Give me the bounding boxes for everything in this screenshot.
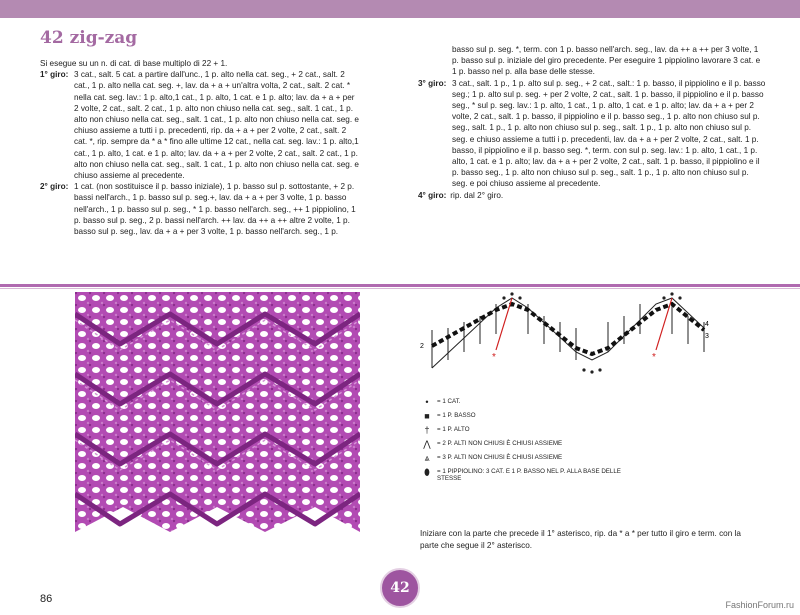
instructions-column-left	[40, 58, 360, 237]
swatch-photo	[75, 292, 360, 557]
diagram-row-label-2: 2	[420, 343, 424, 350]
diagram-row-label-4: 4	[705, 321, 709, 328]
round-1	[40, 69, 360, 181]
double-crochet-icon: †	[424, 425, 430, 435]
legend-item	[420, 454, 640, 462]
picot-icon: ⬮	[424, 467, 430, 477]
round-text: 1 cat. (non sostituisce il p. basso iniziale), 1 p. basso sul p. sottostante, + 2 p. bassi nell'arch., 1 p. basso sul p. seg.+, lav. da + a + per 3 volte, 1 p. basso nell'arch., 1 p. basso sul p. seg., * 1 p. basso nell'arch. seg., ++ 1 pippiolino, 1 p. basso sul p. seg., 2 p. bassi nell'arch. ++ lav. da ++ a ++ altre 2 volte, 1 p. basso sul p. seg., lav. da + a + per 3 volte, 1 p. basso nell'arch. seg., 1 p.	[74, 182, 356, 237]
legend-text: = 2 P. ALTI NON CHIUSI È CHIUSI ASSIEME	[437, 440, 563, 447]
site-watermark: FashionForum.ru	[725, 600, 794, 610]
round-text: rip. dal 2° giro.	[450, 190, 504, 200]
single-crochet-icon: ■	[424, 411, 430, 421]
round-text: 3 cat., salt. 1 p., 1 p. alto sul p. seg., + 2 cat., salt.: 1 p. basso, il pippiolino e il p. basso seg.; 1 p. alto sul p. seg. + per 2 volte, 2 cat., salt. 1 p. basso, il pippiolino e il p. basso seg., * sul p. seg. lav.: 1 p. alto, 1 cat., 1 p. alto, 1 cat. e 1 p. alto; lav. da + a + per 2 volte, 2 cat., salt. 1 p. basso, il pippiolino e il p. basso seg., 1 p. alto non chiuso sul p. seg., salt. 1 p., 1 p. alto non chiuso sul p. seg., salt. 1 p., 1 p. alto non chiuso sul p. seg. e chiuso assieme a tutti i p. precedenti, lav. da + a + per 2 volte, 2 cat., salt. 1 p. basso, il pippiolino e il p. basso seg. *, term. con sul p. seg. lav.: 1 p. alto, 1 cat., 1 p. alto, 1 cat. e 1 p. alto; lav. da + a + per 2 volte, 2 cat., salt. 1 p. basso, il pippiolino e il p. basso seg., 1 p. alto non chiuso sul p. seg., salt. 1 p., 1 p. alto non chiuso sul p. seg. e poi chiuso assieme al precedente.	[452, 78, 766, 189]
round-4	[418, 190, 766, 201]
symbol-legend	[420, 398, 640, 488]
section-divider	[0, 284, 800, 287]
stitch-diagram	[418, 290, 714, 382]
header-bar	[0, 0, 800, 18]
legend-text: = 1 PIPPIOLINO: 3 CAT. E 1 P. BASSO NEL P. ALLA BASE DELLE STESSE	[437, 468, 621, 482]
chain-stitch-icon: •	[425, 397, 429, 407]
diagram-instructions: Iniziare con la parte che precede il 1° asterisco, rip. da * a * per tutto il giro e term. con la parte che segue il 2° asterisco.	[420, 529, 741, 550]
dc2tog-icon: ⋀	[423, 439, 431, 449]
round-2-continued: basso sul p. seg. *, term. con 1 p. basso nell'arch. seg., lav. da ++ a ++ per 3 volte, 1 p. basso sul p. iniziale del giro precedente. Per eseguire 1 pippiolino lavorare 3 cat. e 1 p. basso nel p. alla base delle stesse.	[452, 45, 761, 77]
pattern-title: 42 zig-zag	[40, 28, 138, 48]
legend-text: = 1 P. BASSO	[437, 412, 476, 419]
legend-item	[420, 426, 640, 434]
round-3	[418, 78, 766, 190]
legend-text: = 1 CAT.	[437, 398, 461, 405]
section-divider-thin	[0, 288, 800, 289]
intro-text: Si esegue su un n. di cat. di base multiplo di 22 + 1.	[40, 59, 228, 68]
round-text: 3 cat., salt. 5 cat. a partire dall'unc., 1 p. alto nella cat. seg., + 2 cat., salt. 2 cat., 1 p. alto nella cat. seg. +, lav. da + a + un'altra volta, 2 cat., salt. 2 cat. * nella cat. seg. lav.: 1 p. alto,1 cat., 1 p. alto, 1 cat. e 1 p. alto; lav. da + a + per 2 volte, 2 cat., salt. 2 cat., 1 p. alto non chiuso nella cat. seg., salt. 1 cat., 1 p. alto non chiuso nella cat. seg., salt. 1 cat., 1 p. alto non chiuso nella cat. seg. e chiuso assieme a tutti i p. precedenti, rip. da + a + per 2 volte, 2 cat., salt. 2 cat. *, rip. sempre da * a * fino alle ultime 12 cat., nella cat. seg. lav.: 1 p. alto,1 cat., 1 p. alto, 1 cat. e 1 p. alto; lav. da + a + per 2 volte, 2 cat., salt. 2 cat., 1 p. alto non chiuso nella cat. seg., salt. 1 cat., 1 p. alto non chiuso nella cat. seg. e chiuso assieme al precedente.	[74, 70, 359, 181]
legend-item	[420, 412, 640, 420]
legend-text: = 3 P. ALTI NON CHIUSI È CHIUSI ASSIEME	[437, 454, 563, 461]
round-label: 1° giro:	[40, 70, 69, 80]
legend-item	[420, 468, 640, 482]
legend-item	[420, 440, 640, 448]
legend-text: = 1 P. ALTO	[437, 426, 470, 433]
pattern-number-badge: 42	[380, 568, 420, 608]
legend-item	[420, 398, 640, 406]
page-number: 86	[40, 593, 53, 605]
start-asterisk-marker: *	[492, 352, 496, 363]
dc3tog-icon: ⩓	[424, 453, 430, 463]
instructions-column-right	[418, 44, 766, 201]
round-label: 2° giro:	[40, 182, 69, 192]
diagram-row-label-3: 3	[705, 333, 709, 340]
end-asterisk-marker: *	[652, 352, 656, 363]
round-label: 4° giro:	[418, 190, 447, 200]
round-2	[40, 181, 360, 237]
round-label: 3° giro:	[418, 78, 447, 88]
